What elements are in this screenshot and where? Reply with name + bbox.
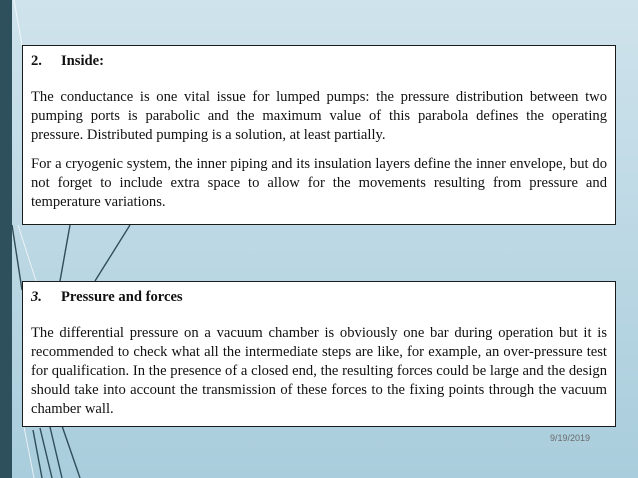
slide-date: 9/19/2019	[549, 433, 590, 443]
section-2-paragraph-1: The conductance is one vital issue for lumped pumps: the pressure distribution between two pumping ports is parabolic and the maximum value of this parabola defines the operating pressure. Distributed pumping is a solution, at least partially.	[31, 89, 607, 143]
deco-line	[95, 225, 130, 281]
deco-line	[18, 225, 36, 281]
deco-line	[14, 0, 22, 45]
section-2-heading	[31, 52, 607, 71]
deco-line	[12, 225, 22, 290]
section-2-paragraph-2: For a cryogenic system, the inner piping and its insulation layers define the inner envelope, but do not forget to include extra space to allow for the movements resulting from pressure and temperature variations.	[31, 156, 607, 210]
section-3-title: Pressure and forces	[61, 289, 183, 305]
deco-line	[50, 427, 62, 478]
deco-line	[40, 428, 52, 478]
deco-line	[24, 427, 34, 478]
section-2-box	[22, 45, 616, 225]
deco-line	[60, 420, 80, 478]
deco-line	[60, 225, 70, 281]
deco-line	[33, 430, 42, 478]
section-2-title: Inside:	[61, 53, 104, 69]
section-3-heading	[31, 288, 607, 307]
section-3-box	[22, 281, 616, 427]
section-2-number: 2.	[31, 53, 42, 69]
section-3-number: 3.	[31, 289, 42, 305]
section-3-paragraph-1: The differential pressure on a vacuum chamber is obviously one bar during operation but it is recommended to check what all the intermediate steps are like, for example, an over-pressure test for qualification. In the presence of a closed end, the resulting forces could be large and the design should take into account the transmission of these forces to the fixing points through the vacuum chamber wall.	[31, 325, 607, 417]
